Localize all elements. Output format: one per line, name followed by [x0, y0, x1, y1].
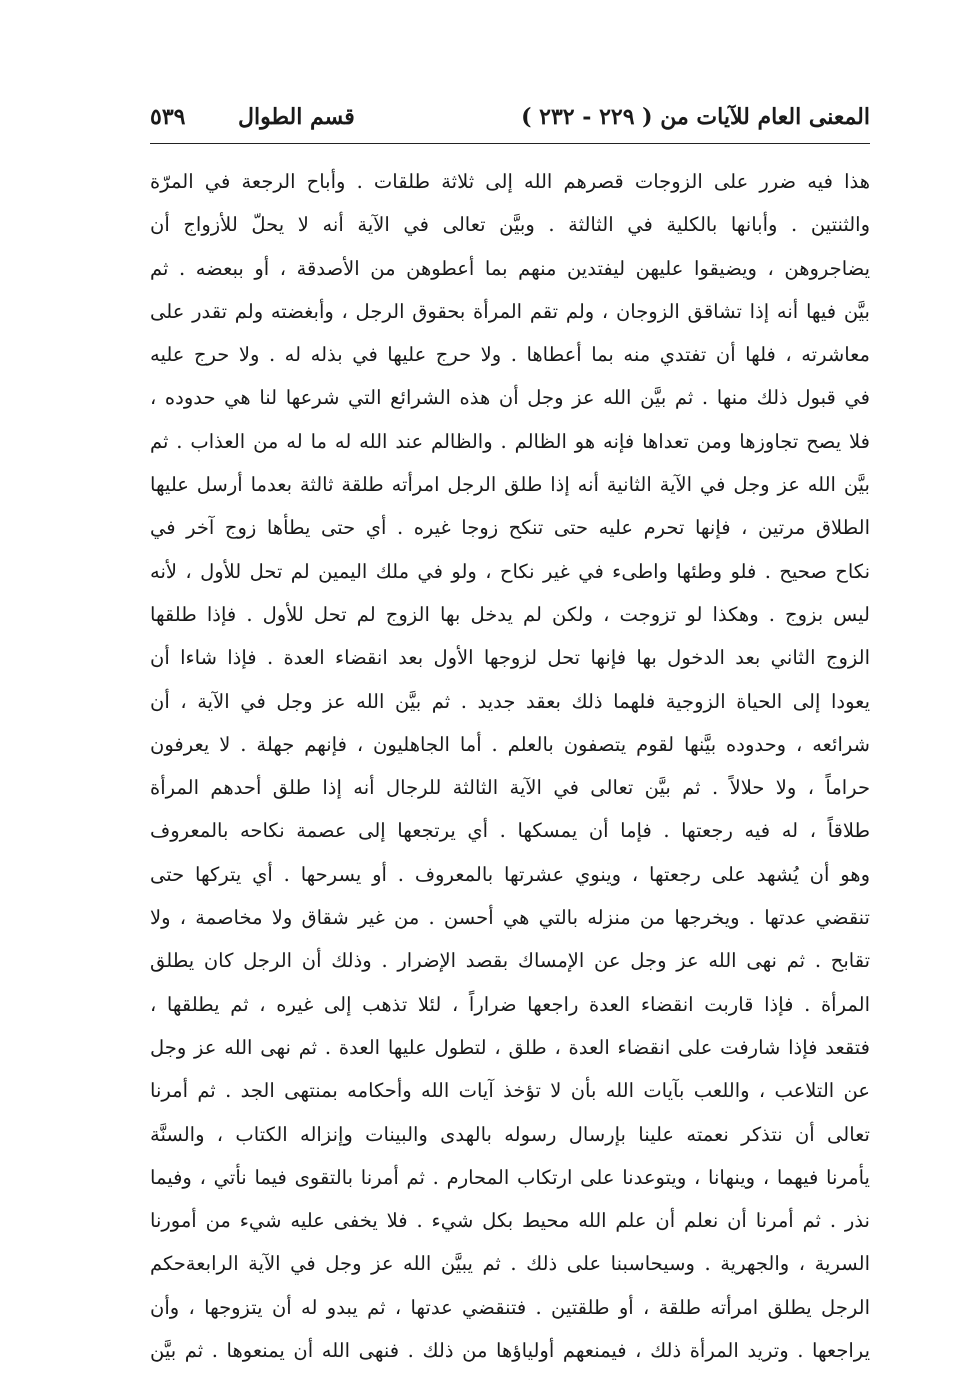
text-line: يضاجروهن ، ويضيقوا عليهن ليفتدين منهم بما أعطوهن من الأصدقة ، أو ببعضه . ثم	[150, 256, 870, 280]
header-rule	[150, 143, 870, 144]
text-line: الطلاق مرتين ، فإنها تحرم عليه حتى تنكح زوجا غيره . أي حتى يطأها زوج آخر في	[150, 516, 870, 540]
text-line: تعالى أن نتذكر نعمته علينا بإرسال رسوله بالهدى والبينات وإنزاله الكتاب ، والسنَّة	[150, 1122, 870, 1146]
text-line: ليس بزوج . وهكذا لو تزوجت ، ولكن لم يدخل بها الزوج لم تحل للأول . فإذا طلقها	[150, 602, 870, 626]
text-line: وهو أن يُشهد على رجعتها ، وينوي عشرتها بالمعروف . أو يسرحها . أي يتركها حتى	[150, 862, 870, 886]
text-line: تنقضي عدتها . ويخرجها من منزله بالتي هي أحسن . من غير شقاق ولا مخاصمة ، ولا	[150, 906, 870, 930]
text-line: عن التلاعب ، واللعب بآيات الله بأن لا تؤخذ آيات الله وأحكامه بمنتهى الجد . ثم أمرنا	[150, 1079, 870, 1103]
text-line: طلاقاً ، له فيه رجعتها . فإما أن يمسكها . أي يرتجعها إلى عصمة نكاحه بالمعروف	[150, 819, 870, 843]
text-line: نكاح صحيح . فلو وطئها واطىء في غير نكاح ، ولو في ملك اليمين لم تحل للأول ، لأنه	[150, 559, 870, 583]
text-line: فتقعد فإذا شارفت على انقضاء العدة ، طلق ، لتطول عليها العدة . ثم نهى الله عز وجل	[150, 1035, 870, 1059]
text-line: فلا يصح تجاوزها ومن تعداها فإنه هو الظالم . والظالم عند الله له ما له من العذاب . ثم	[150, 429, 870, 453]
text-line: والثنتين . وأبانها بالكلية في الثالثة . وبيَّن تعالى في الآية أنه لا يحلّ للأزواج أن	[150, 213, 870, 237]
text-line: يراجعها . وتريد المرأة ذلك ، فيمنعهم أولياؤها من ذلك . فنهى الله أن يمنعوها . ثم بيَّن	[150, 1339, 870, 1363]
text-line: معاشرته ، فلها أن تفتدي منه بما أعطاها . ولا حرج عليها في بذله له . ولا حرج عليه	[150, 343, 870, 367]
body-text	[150, 160, 870, 1372]
running-header	[150, 100, 870, 140]
text-line: نذر . ثم أمرنا أن نعلم أن علم الله محيط بكل شيء . فلا يخفى عليه شيء من أمورنا	[150, 1209, 870, 1233]
text-line: السرية ، والجهرية . وسيحاسبنا على ذلك . ثم يبيَّن الله عز وجل في الآية الرابعةحكم	[150, 1252, 870, 1276]
text-line: الزوج الثاني بعد الدخول بها فإنها تحل لزوجها الأول بعد انقضاء العدة . فإذا شاءا أن	[150, 646, 870, 670]
text-line: هذا فيه ضرر على الزوجات قصرهم الله إلى ثلاثة طلقات . وأباح الرجعة في المرّة	[150, 170, 870, 193]
text-line: في قبول ذلك منها . ثم بيَّن الله عز وجل أن هذه الشرائع التي شرعها لنا هي حدوده ،	[150, 386, 870, 410]
text-line: حراماً ، ولا حلالاً . ثم بيَّن تعالى في الآية الثالثة للرجال أنه إذا طلق أحدهم المرأة	[150, 776, 870, 800]
text-line: بيَّن فيها أنه إذا تشاقق الزوجان ، ولم تقم المرأة بحقوق الرجل ، وأبغضته ولم تقدر على	[150, 299, 870, 323]
header-section: قسم الطوال	[238, 104, 355, 130]
text-line: الرجل يطلق امرأته طلقة ، أو طلقتين . فتنقضي عدتها ، ثم يبدو له أن يتزوجها ، وأن	[150, 1295, 870, 1319]
header-title: المعنى العام للآيات من ( ٢٢٩ - ٢٣٢ )	[521, 104, 870, 130]
text-line: تقابح . ثم نهى الله عز وجل عن الإمساك بقصد الإضرار . وذلك أن الرجل كان يطلق	[150, 949, 870, 973]
text-line: المرأة . فإذا قاربت انقضاء العدة راجعها ضراراً ، لئلا تذهب إلى غيره ، ثم يطلقها ،	[150, 992, 870, 1016]
page-number: ٥٣٩	[150, 104, 186, 130]
text-line: شرائعه ، وحدوده بيَّنها لقوم يتصفون بالعلم . أما الجاهليون ، فإنهم جهلة . لا يعرفون	[150, 732, 870, 756]
text-line: بيَّن الله عز وجل في الآية الثانية أنه إذا طلق الرجل امرأته طلقة ثالثة بعدما أرسل عليها	[150, 473, 870, 497]
text-line: يأمرنا فيهما ، وينهانا ، ويتوعدنا على ارتكاب المحارم . ثم أمرنا بالتقوى فيما نأتي ، وفيما	[150, 1165, 870, 1189]
text-line: يعودا إلى الحياة الزوجية فلهما ذلك بعقد جديد . ثم بيَّن الله عز وجل في الآية ، أن	[150, 689, 870, 713]
